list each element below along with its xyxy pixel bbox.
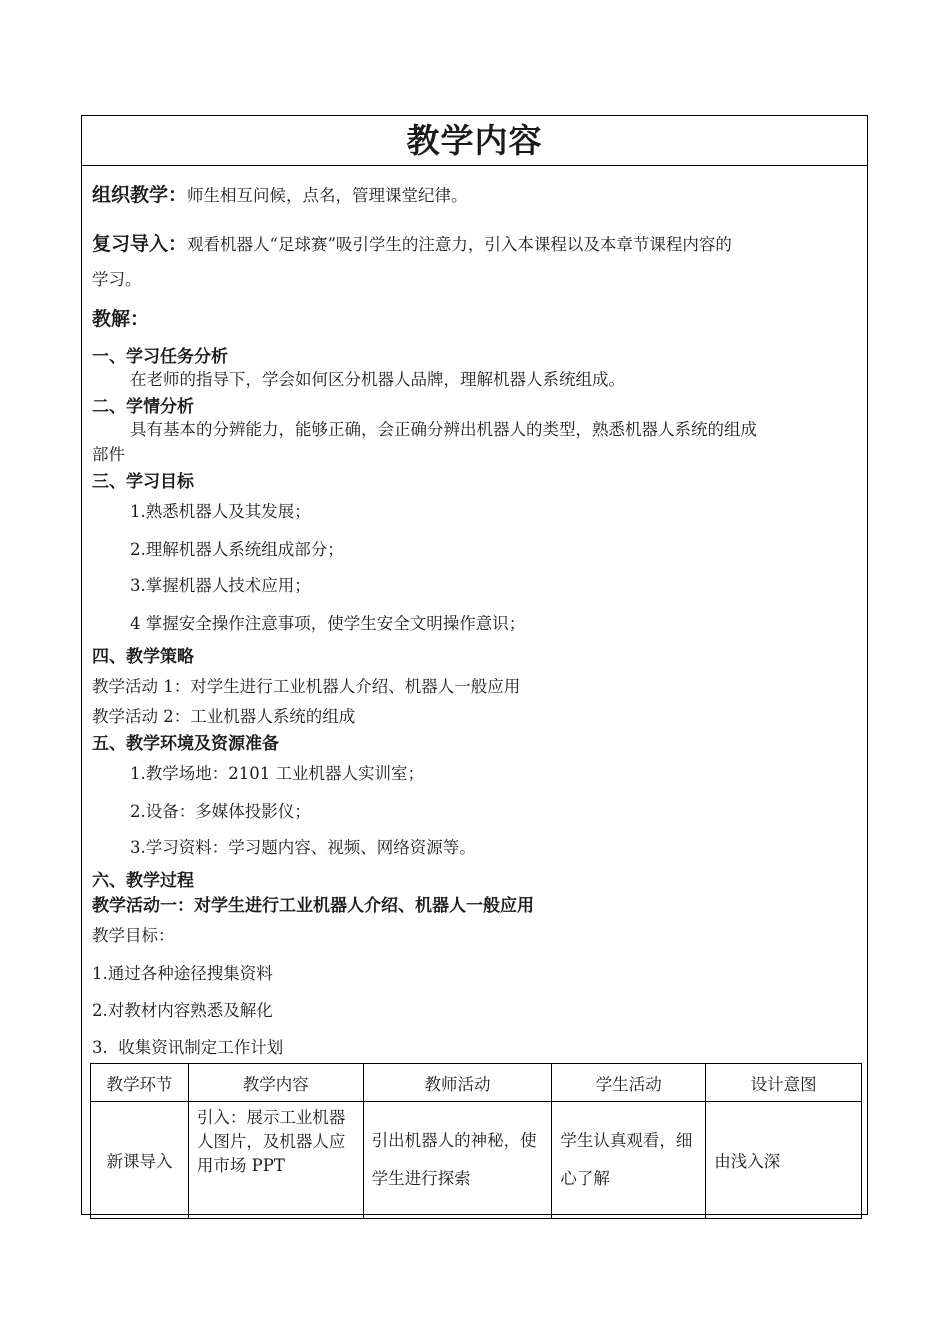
goal-item: 1.通过各种途径搜集资料 bbox=[92, 964, 273, 983]
table-header: 设计意图 bbox=[706, 1064, 862, 1102]
cell-stage: 新课导入 bbox=[91, 1102, 189, 1219]
sec4-item: 教学活动 1：对学生进行工业机器人介绍、机器人一般应用 bbox=[92, 677, 521, 696]
sec1-body: 在老师的指导下，学会如何区分机器人品牌，理解机器人系统组成。 bbox=[130, 370, 625, 389]
sec2-body-1: 具有基本的分辨能力，能够正确，会正确分辨出机器人的类型，熟悉机器人系统的组成 bbox=[130, 420, 757, 439]
review-line-1 bbox=[92, 229, 732, 256]
sec5-item: 2.设备：多媒体投影仪； bbox=[130, 802, 311, 821]
review-text-2: 学习。 bbox=[92, 270, 142, 289]
sec3-item: 3.掌握机器人技术应用； bbox=[130, 576, 311, 595]
title-row bbox=[82, 116, 867, 166]
page-title: 教学内容 bbox=[406, 121, 543, 160]
table-header: 教学环节 bbox=[91, 1064, 189, 1102]
goal-label: 教学目标： bbox=[92, 926, 175, 945]
review-label: 复习导入： bbox=[92, 233, 188, 255]
table-row bbox=[91, 1102, 862, 1219]
table-header: 学生活动 bbox=[552, 1064, 706, 1102]
table-header-row bbox=[91, 1064, 862, 1102]
organize-text: 师生相互问候，点名，管理课堂纪律。 bbox=[187, 186, 468, 205]
sec3-item: 1.熟悉机器人及其发展； bbox=[130, 502, 311, 521]
sec5-heading: 五、教学环境及资源准备 bbox=[92, 734, 279, 754]
goal-item: 2.对教材内容熟悉及解化 bbox=[92, 1001, 273, 1020]
activity-heading: 教学活动一：对学生进行工业机器人介绍、机器人一般应用 bbox=[92, 896, 534, 916]
sec3-heading: 三、学习目标 bbox=[92, 472, 194, 492]
organize-label: 组织教学： bbox=[92, 184, 188, 206]
sec4-item: 教学活动 2：工业机器人系统的组成 bbox=[92, 707, 356, 726]
lesson-plan-frame bbox=[81, 115, 868, 1215]
sec2-body-2: 部件 bbox=[92, 445, 125, 464]
sec1-heading: 一、学习任务分析 bbox=[92, 347, 228, 367]
sec3-item: 4 掌握安全操作注意事项，使学生安全文明操作意识； bbox=[130, 614, 526, 633]
explain-label: 教解： bbox=[92, 308, 150, 330]
goal-item: 3. 收集资讯制定工作计划 bbox=[92, 1038, 284, 1057]
table-header: 教师活动 bbox=[363, 1064, 552, 1102]
sec6-heading: 六、教学过程 bbox=[92, 871, 194, 891]
review-text-1: 观看机器人“足球赛”吸引学生的注意力，引入本课程以及本章节课程内容的 bbox=[187, 235, 732, 254]
cell-intent: 由浅入深 bbox=[706, 1102, 862, 1219]
cell-student: 学生认真观看，细心了解 bbox=[552, 1102, 706, 1219]
sec5-item: 1.教学场地：2101 工业机器人实训室； bbox=[130, 764, 424, 783]
sec4-heading: 四、教学策略 bbox=[92, 647, 194, 667]
table-header: 教学内容 bbox=[188, 1064, 363, 1102]
cell-content: 引入：展示工业机器人图片，及机器人应用市场 PPT bbox=[188, 1102, 363, 1219]
cell-teacher: 引出机器人的神秘，使学生进行探索 bbox=[363, 1102, 552, 1219]
lesson-table bbox=[90, 1063, 862, 1219]
sec2-heading: 二、学情分析 bbox=[92, 397, 194, 417]
sec3-item: 2.理解机器人系统组成部分； bbox=[130, 540, 344, 559]
sec5-item: 3.学习资料：学习题内容、视频、网络资源等。 bbox=[130, 838, 476, 857]
organize-line bbox=[92, 180, 468, 207]
